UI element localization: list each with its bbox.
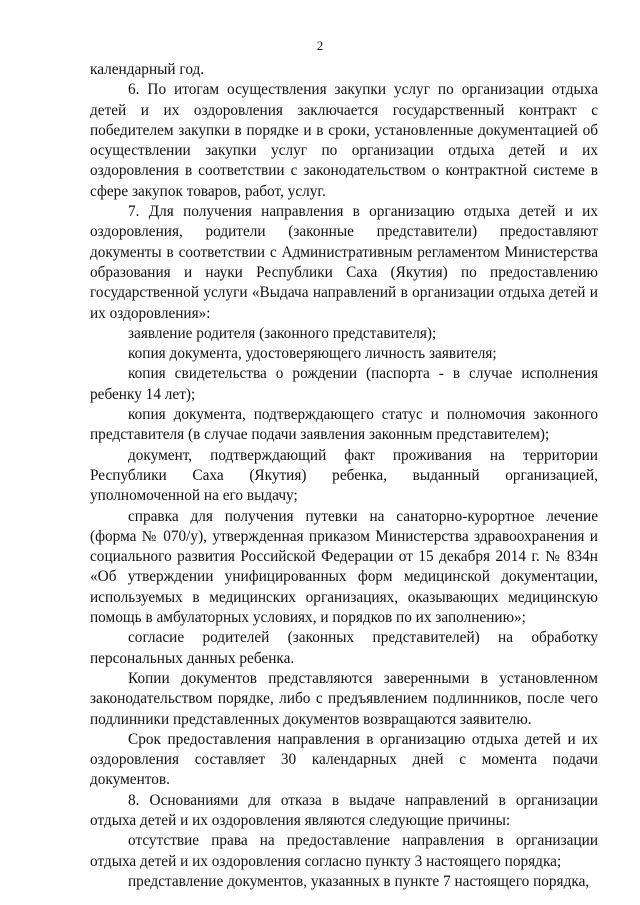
document-list-item: документ, подтверждающий факт проживания на территории Республики Саха (Якутия) ребенка, выданный организацией, уполномоченной на его выдачу; [90, 446, 598, 505]
refusal-list-item: представление документов, указанных в пункте 7 настоящего порядка, [128, 872, 590, 890]
document-list-item: копия свидетельства о рождении (паспорта - в случае исполнения ребенку 14 лет); [90, 365, 598, 403]
document-list-item: копия документа, удостоверяющего личность заявителя; [128, 345, 497, 363]
paragraph-term: Срок предоставления направления в организацию отдыха детей и их оздоровления составляет 30 календарных дней с момента подачи документов. [90, 730, 598, 789]
paragraph-copies: Копии документов представляются заверенными в установленном законодательством порядке, либо с предъявлением подлинников, после чего подлинники представленных документов возвращаются заявителю. [90, 669, 598, 728]
document-list-item: копия документа, подтверждающего статус и полномочия законного представителя (в случае подачи заявления законным представителем); [90, 406, 598, 444]
refusal-list-item: отсутствие права на предоставление направления в организации отдыха детей и их оздоровления согласно пункту 3 настоящего порядка; [90, 832, 598, 870]
paragraph-item-8: 8. Основаниями для отказа в выдаче направлений в организации отдыха детей и их оздоровления являются следующие причины: [90, 791, 598, 829]
document-body [90, 60, 598, 892]
document-list-item: заявление родителя (законного представителя); [128, 324, 437, 342]
page-number: 2 [316, 38, 324, 53]
document-list-item: согласие родителей (законных представителей) на обработку персональных данных ребенка. [90, 629, 598, 667]
paragraph-item-6: 6. По итогам осуществления закупки услуг по организации отдыха детей и их оздоровления заключается государственный контракт с победителем закупки в порядке и в сроки, установленные документацией об осуществлении закупки услуг по организации отдыха детей и их оздоровления в соответствии с законодательством о контрактной системе в сфере закупок товаров, работ, услуг. [90, 81, 598, 200]
paragraph-item-7: 7. Для получения направления в организацию отдыха детей и их оздоровления, родители (законные представители) предоставляют документы в соответствии с Административным регламентом Министерства образования и науки Республики Саха (Якутия) по предоставлению государственной услуги «Выдача направлений в организации отдыха детей и их оздоровления»: [90, 203, 598, 322]
paragraph-continuation: календарный год. [90, 61, 205, 78]
document-list-item: справка для получения путевки на санаторно-курортное лечение (форма № 070/у), утвержденная приказом Министерства здравоохранения и социального развития Российской Федерации от 15 декабря 2014 г. № 834н «Об утверждении унифицированных форм медицинской документации, используемых в медицинских организациях, оказывающих медицинскую помощь в амбулаторных условиях, и порядков по их заполнению»; [90, 507, 598, 627]
